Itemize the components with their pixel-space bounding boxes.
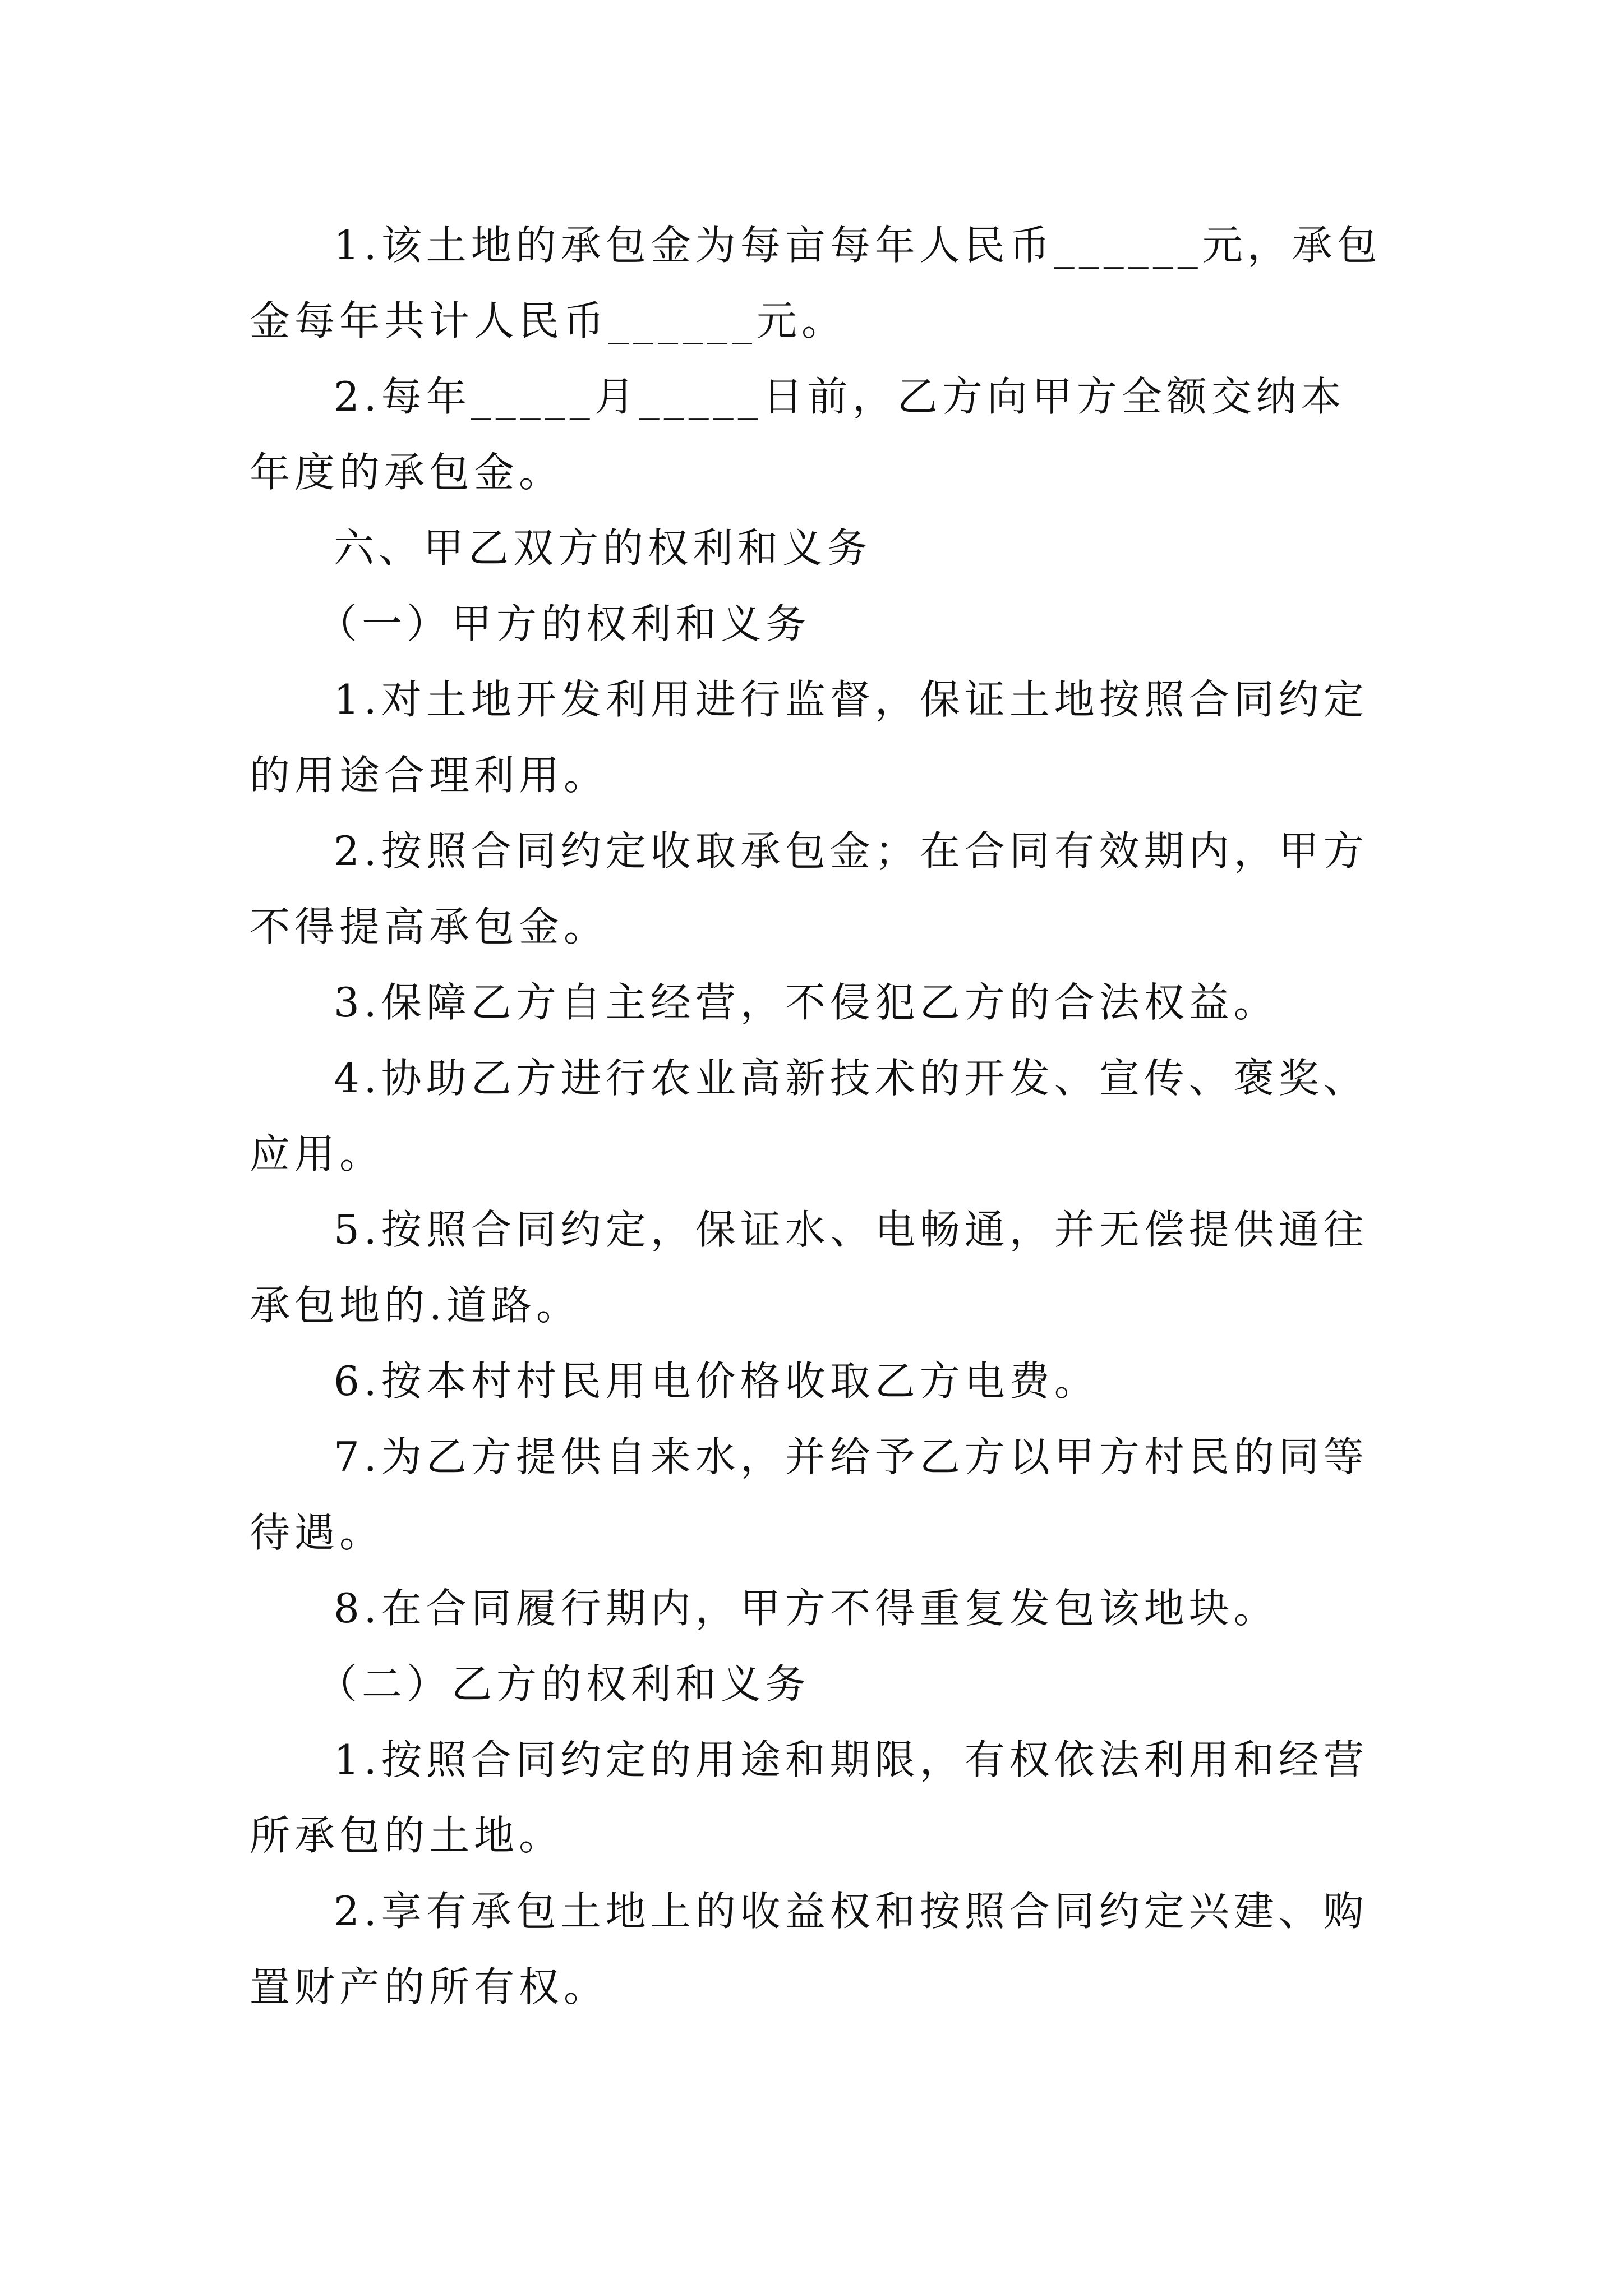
section-heading-rights: 六、甲乙双方的权利和义务	[334, 524, 873, 572]
paragraph-a-item-1: 1.对土地开发利用进行监督，保证土地按照合同约定的用途合理利用。	[250, 676, 1368, 799]
paragraph-a-item-7: 7.为乙方提供自来水，并给予乙方以甲方村民的同等待遇。	[250, 1433, 1368, 1556]
subsection-heading-party-a: （一）甲方的权利和义务	[317, 600, 811, 647]
subsection-heading-party-b: （二）乙方的权利和义务	[317, 1660, 811, 1708]
document-body	[250, 208, 1382, 2025]
paragraph-a-item-5: 5.按照合同约定，保证水、电畅通，并无偿提供通往承包地的.道路。	[250, 1206, 1368, 1329]
paragraph-a-item-3: 3.保障乙方自主经营，不侵犯乙方的合法权益。	[334, 979, 1279, 1026]
paragraph-contract-fee: 1.该土地的承包金为每亩每年人民币______元，承包金每年共计人民币______元。	[250, 222, 1382, 344]
paragraph-b-item-2: 2.享有承包土地上的收益权和按照合同约定兴建、购置财产的所有权。	[250, 1888, 1368, 2010]
paragraph-a-item-4: 4.协助乙方进行农业高新技术的开发、宣传、褒奖、应用。	[250, 1055, 1368, 1177]
paragraph-a-item-2: 2.按照合同约定收取承包金；在合同有效期内，甲方不得提高承包金。	[250, 827, 1368, 950]
paragraph-b-item-1: 1.按照合同约定的用途和期限，有权依法利用和经营所承包的土地。	[250, 1736, 1368, 1859]
paragraph-payment-date: 2.每年_____月_____日前，乙方向甲方全额交纳本年度的承包金。	[250, 373, 1346, 496]
paragraph-a-item-6: 6.按本村村民用电价格收取乙方电费。	[334, 1358, 1099, 1405]
paragraph-a-item-8: 8.在合同履行期内，甲方不得重复发包该地块。	[334, 1585, 1279, 1632]
